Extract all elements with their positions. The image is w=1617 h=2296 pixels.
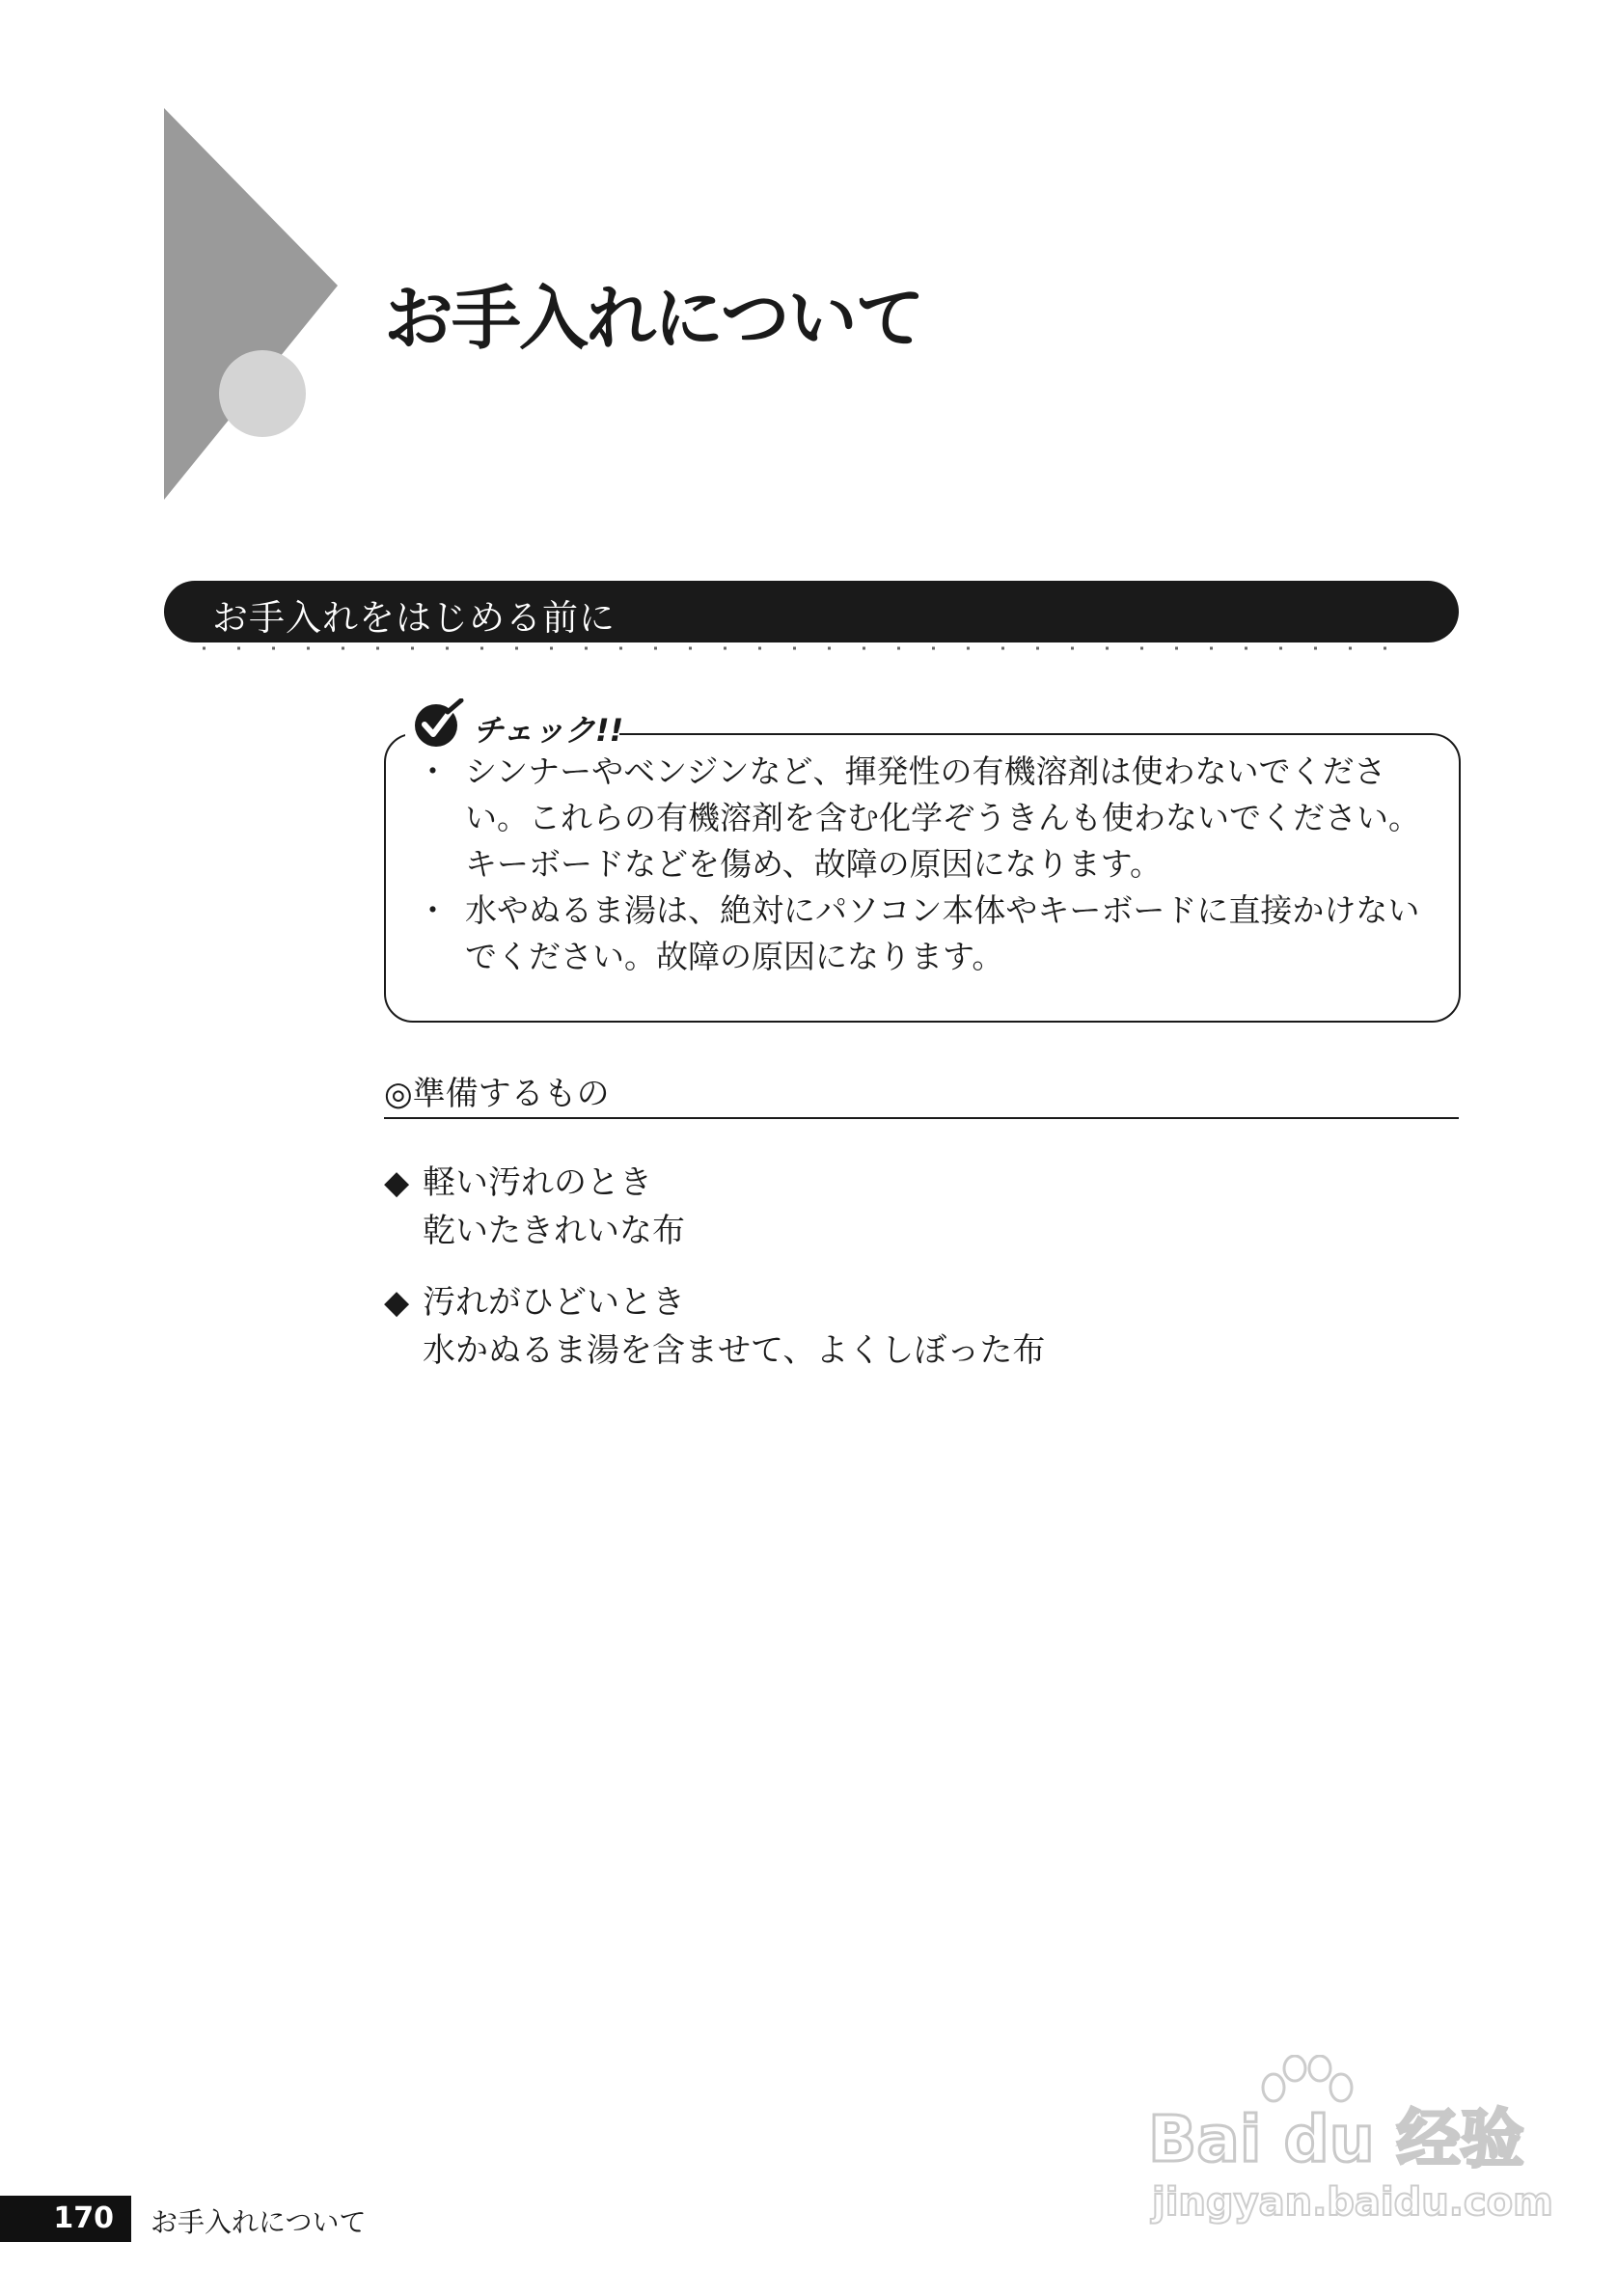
page-number-box	[0, 2196, 131, 2242]
diamond-icon: ◆	[384, 1283, 410, 1322]
item-body: 水かぬるま湯を含ませて、よくしぼった布	[423, 1331, 1046, 1370]
chapter-decoration	[0, 0, 386, 540]
section-title: お手入れをはじめる前に	[212, 597, 616, 639]
check-list	[415, 749, 1438, 980]
item-heading-text: 軽い汚れのとき	[423, 1163, 652, 1202]
chapter-triangle	[164, 108, 338, 500]
item-heading	[384, 1275, 685, 1323]
item-heading-text: 汚れがひどいとき	[423, 1283, 685, 1322]
list-item	[415, 749, 1438, 888]
check-header-rule	[619, 733, 1430, 735]
page-number: 170	[53, 2201, 114, 2235]
bullet: ・	[417, 752, 449, 790]
section-header-bar	[164, 581, 1459, 642]
check-label: チェック!!	[473, 712, 624, 749]
watermark	[1138, 2055, 1553, 2248]
chapter-title: お手入れについて	[384, 278, 923, 359]
diamond-icon: ◆	[384, 1163, 410, 1202]
list-item	[415, 888, 1438, 980]
item-body: 乾いたきれいな布	[423, 1212, 685, 1250]
item-heading	[384, 1156, 652, 1203]
bullet: ・	[417, 891, 449, 929]
footer-title: お手入れについて	[151, 2206, 367, 2238]
section-dotted-underline	[164, 644, 1459, 652]
check-item-text: シンナーやベンジンなど、揮発性の有機溶剤は使わないでください。これらの有機溶剤を含む化学ぞうきんも使わないでください。キーボードなどを傷め、故障の原因になります。	[465, 752, 1420, 883]
preparation-title: ◎準備するもの	[384, 1075, 610, 1113]
checkmark-icon	[413, 698, 467, 749]
watermark-url: jingyan.baidu.com	[1152, 2180, 1553, 2225]
preparation-rule	[384, 1117, 1459, 1119]
watermark-logo: Bai du 经验	[1148, 2102, 1524, 2176]
chapter-circle	[219, 350, 306, 437]
check-item-text: 水やぬるま湯は、絶対にパソコン本体やキーボードに直接かけないでください。故障の原因になります。	[465, 891, 1420, 975]
